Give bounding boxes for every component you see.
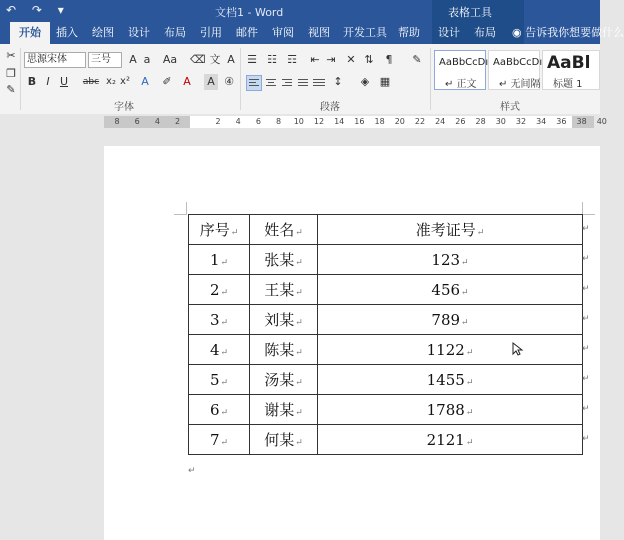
undo-icon[interactable]: ↶	[6, 3, 19, 17]
document-page[interactable]	[104, 146, 600, 540]
style-normal[interactable]	[434, 50, 489, 90]
ruler-number: 14	[334, 117, 345, 126]
cell-mark: ↵	[295, 378, 303, 388]
italic-icon[interactable]: I	[46, 75, 50, 88]
table-row	[189, 395, 583, 425]
cell-text: 张某	[264, 251, 295, 269]
distributed-icon[interactable]	[312, 76, 326, 90]
cell-text: 4	[209, 340, 220, 359]
ruler-number: 8	[276, 117, 282, 126]
ruler-number: 8	[114, 117, 120, 126]
justify-icon[interactable]	[296, 76, 310, 90]
tab-design[interactable]: 设计	[128, 26, 150, 39]
cell-mark: ↵	[295, 288, 303, 298]
multilevel-list-icon[interactable]: ☶	[287, 53, 297, 66]
cut-icon[interactable]: ✂	[6, 49, 16, 62]
cell-text: 谢某	[264, 401, 295, 419]
title-bar	[0, 0, 600, 22]
cell-text: 7	[209, 430, 220, 449]
tell-me-text: 告诉我你想要做什么	[525, 26, 624, 39]
tab-mailings[interactable]: 邮件	[236, 26, 258, 39]
cell-mark: ↵	[220, 377, 229, 388]
ruler-number: 28	[475, 117, 486, 126]
align-center-icon[interactable]	[264, 76, 278, 90]
header-cell[interactable]	[250, 215, 318, 245]
sort-icon[interactable]: ⇅	[364, 53, 374, 66]
ruler-number: 2	[215, 117, 221, 126]
tab-references[interactable]: 引用	[200, 26, 222, 39]
cell-text: 123	[431, 250, 461, 269]
document-title: 文档1 - Word	[215, 6, 284, 19]
bullets-icon[interactable]: ☰	[247, 53, 257, 66]
cell-text: 3	[209, 310, 220, 329]
row-end-mark: ↵	[582, 434, 590, 444]
table-tools-context	[432, 0, 524, 22]
row-end-mark: ↵	[582, 404, 590, 414]
cell-text: 姓名	[264, 221, 295, 239]
cell-text: 何某	[264, 431, 295, 449]
cell-text: 5	[209, 370, 220, 389]
header-cell[interactable]	[189, 215, 250, 245]
table-cell[interactable]	[189, 335, 250, 365]
table-cell[interactable]	[250, 245, 318, 275]
divider	[240, 48, 241, 110]
shrink-font-icon[interactable]: a	[143, 53, 151, 66]
table-row	[189, 335, 583, 365]
cell-mark: ↵	[461, 257, 469, 268]
font-group-label: 字体	[114, 102, 134, 113]
row-end-mark: ↵	[582, 314, 590, 324]
ruler-number: 16	[354, 117, 365, 126]
char-shading-icon[interactable]: A	[204, 74, 218, 90]
ruler-number: 12	[313, 117, 325, 126]
enclose-char-icon[interactable]: ④	[224, 75, 234, 88]
highlight-icon[interactable]: ✐	[162, 75, 172, 88]
table-cell[interactable]	[318, 335, 583, 365]
row-end-mark: ↵	[582, 224, 590, 234]
cell-text: 刘某	[264, 311, 295, 329]
cell-text: 王某	[264, 281, 295, 299]
ruler-number: 32	[515, 117, 527, 126]
cell-text: 序号	[199, 221, 230, 239]
table-row	[189, 275, 583, 305]
ruler-number: 4	[154, 117, 160, 126]
tab-table-layout[interactable]: 布局	[474, 26, 496, 39]
table-cell[interactable]	[318, 245, 583, 275]
cell-text: 汤某	[264, 371, 295, 389]
cell-mark: ↵	[295, 258, 303, 268]
divider	[430, 48, 431, 110]
change-case-icon[interactable]: Aa	[162, 53, 178, 66]
strikethrough-icon[interactable]: abc	[82, 77, 100, 87]
ruler-number: 4	[235, 117, 241, 126]
tab-layout[interactable]: 布局	[164, 26, 186, 39]
ruler-number: 24	[435, 117, 446, 126]
style-no-spacing[interactable]	[488, 50, 543, 90]
cell-mark: ↵	[465, 347, 474, 358]
table-cell[interactable]	[250, 395, 318, 425]
cell-text: 456	[431, 280, 461, 299]
style-sample: AaBbCcDı	[439, 57, 489, 68]
ruler-number: 36	[556, 117, 567, 126]
cell-text: 1455	[426, 370, 465, 389]
ruler-number: 6	[255, 117, 261, 126]
page-corner-mark	[174, 202, 187, 215]
styles-group-label: 样式	[500, 102, 520, 113]
paragraph-mark: ↵	[188, 466, 196, 476]
row-end-mark: ↵	[582, 254, 590, 264]
font-name-select[interactable]: 思源宋体	[24, 52, 86, 68]
table-cell[interactable]	[318, 425, 583, 455]
redo-icon[interactable]: ↷	[31, 3, 44, 17]
decrease-indent-icon[interactable]: ⇤	[310, 53, 320, 66]
ruler-number: 30	[495, 117, 506, 126]
table-cell[interactable]	[189, 425, 250, 455]
borders-icon[interactable]: ▦	[379, 75, 391, 88]
chinese-layout-icon[interactable]: ✕	[346, 53, 356, 66]
tab-table-design[interactable]: 设计	[438, 26, 460, 39]
cell-mark: ↵	[461, 287, 469, 298]
style-sample: AaBl	[547, 53, 591, 73]
row-end-mark: ↵	[582, 374, 590, 384]
table-cell[interactable]	[250, 425, 318, 455]
cell-text: 1122	[426, 340, 465, 359]
grow-font-icon[interactable]: A	[129, 53, 137, 66]
table-cell[interactable]	[318, 305, 583, 335]
table-tools-label: 表格工具	[448, 6, 492, 19]
underline-icon[interactable]: U	[59, 75, 69, 88]
align-right-icon[interactable]	[280, 76, 294, 90]
font-color-icon[interactable]: A	[183, 75, 191, 88]
cell-mark: ↵	[220, 317, 229, 328]
cell-text: 2121	[426, 430, 465, 449]
header-cell[interactable]	[318, 215, 583, 245]
cell-mark: ↵	[461, 317, 469, 328]
numbering-icon[interactable]: ☷	[267, 53, 277, 66]
tab-home[interactable]: 开始	[10, 22, 50, 44]
cell-mark: ↵	[476, 228, 485, 238]
cell-mark: ↵	[465, 407, 474, 418]
tab-draw[interactable]: 绘图	[92, 26, 114, 39]
row-end-mark: ↵	[582, 344, 590, 354]
style-name: ↵ 正文	[445, 79, 477, 90]
tab-view[interactable]: 视图	[308, 26, 330, 39]
horizontal-ruler[interactable]	[0, 114, 607, 130]
cell-mark: ↵	[295, 318, 303, 328]
lightbulb-icon: ◉	[512, 26, 522, 39]
row-end-mark: ↵	[582, 284, 590, 294]
cell-text: 1	[209, 250, 220, 269]
ruler-number: 18	[374, 117, 385, 126]
ruler-number: 10	[293, 117, 304, 126]
style-sample: AaBbCcDı	[493, 57, 543, 68]
table-cell[interactable]	[189, 245, 250, 275]
ruler-number: 6	[134, 117, 140, 126]
tab-developer[interactable]: 开发工具	[343, 26, 387, 39]
table-cell[interactable]	[318, 395, 583, 425]
tab-help[interactable]: 帮助	[398, 26, 420, 39]
style-name: 标题 1	[553, 79, 583, 90]
paragraph-group-label: 段落	[320, 102, 340, 113]
table-cell[interactable]	[189, 275, 250, 305]
tab-review[interactable]: 审阅	[272, 26, 294, 39]
cell-mark: ↵	[220, 257, 229, 268]
align-left-icon[interactable]	[246, 75, 262, 91]
table-cell[interactable]	[250, 305, 318, 335]
tab-insert[interactable]: 插入	[56, 26, 78, 39]
style-name: ↵ 无间隔	[499, 79, 541, 90]
table-cell[interactable]	[318, 365, 583, 395]
cell-mark: ↵	[220, 347, 229, 358]
data-table[interactable]	[188, 214, 583, 455]
divider	[20, 48, 21, 110]
ribbon-home	[0, 44, 600, 115]
page-corner-mark	[582, 202, 595, 215]
cell-mark: ↵	[465, 377, 474, 388]
cell-mark: ↵	[295, 228, 303, 238]
line-spacing-icon[interactable]: ↕	[333, 75, 343, 88]
cell-text: 2	[209, 280, 220, 299]
text-effects-icon[interactable]: A	[141, 75, 149, 88]
table-cell[interactable]	[189, 365, 250, 395]
bold-icon[interactable]: B	[27, 75, 37, 88]
cell-mark: ↵	[220, 407, 229, 418]
table-cell[interactable]	[189, 395, 250, 425]
ruler-number: 34	[536, 117, 547, 126]
phonetic-guide-icon[interactable]: 文	[209, 53, 221, 66]
increase-indent-icon[interactable]: ⇥	[326, 53, 336, 66]
cell-mark: ↵	[295, 438, 303, 448]
format-painter-icon[interactable]: ✎	[6, 83, 16, 96]
copy-icon[interactable]: ❐	[6, 67, 16, 80]
cell-mark: ↵	[465, 437, 474, 448]
cell-text: 1788	[426, 400, 465, 419]
cell-text: 6	[209, 400, 220, 419]
ruler-number: 20	[394, 117, 405, 126]
table-row	[189, 365, 583, 395]
cell-text: 陈某	[264, 341, 295, 359]
table-header-row	[189, 215, 583, 245]
table-row	[189, 245, 583, 275]
ruler-number: 26	[455, 117, 466, 126]
show-hide-icon[interactable]: ✎	[412, 53, 422, 66]
table-cell[interactable]	[318, 275, 583, 305]
table-cell[interactable]	[250, 335, 318, 365]
table-cell[interactable]	[250, 275, 318, 305]
clear-format-icon[interactable]: ⌫	[190, 53, 206, 66]
quick-access-toolbar	[6, 3, 74, 17]
cell-mark: ↵	[295, 348, 303, 358]
char-border-icon[interactable]: A	[227, 53, 235, 66]
ruler-number: 38	[576, 117, 587, 126]
ruler-number: 2	[175, 117, 181, 126]
tell-me-box[interactable]	[512, 22, 624, 44]
cell-mark: ↵	[220, 287, 229, 298]
cell-mark: ↵	[220, 437, 229, 448]
subscript-icon[interactable]: x₂	[106, 76, 116, 87]
ruler-number: 40	[596, 117, 607, 126]
table-cell[interactable]	[189, 305, 250, 335]
cell-text: 789	[431, 310, 461, 329]
customize-qat-icon[interactable]: ▾	[57, 3, 66, 17]
ribbon-tabs	[0, 22, 624, 44]
cell-text: 准考证号	[415, 221, 476, 239]
style-heading-1[interactable]	[542, 50, 600, 90]
superscript-icon[interactable]: x²	[120, 76, 130, 87]
ruler-number: 22	[414, 117, 426, 126]
font-size-select[interactable]: 三号	[88, 52, 122, 68]
shading-icon[interactable]: ◈	[360, 75, 370, 88]
cell-mark: ↵	[230, 228, 239, 238]
table-row	[189, 305, 583, 335]
mouse-pointer-icon	[512, 342, 522, 356]
table-cell[interactable]	[250, 365, 318, 395]
show-marks-icon[interactable]: ¶	[385, 53, 393, 66]
table-row	[189, 425, 583, 455]
cell-mark: ↵	[295, 408, 303, 418]
